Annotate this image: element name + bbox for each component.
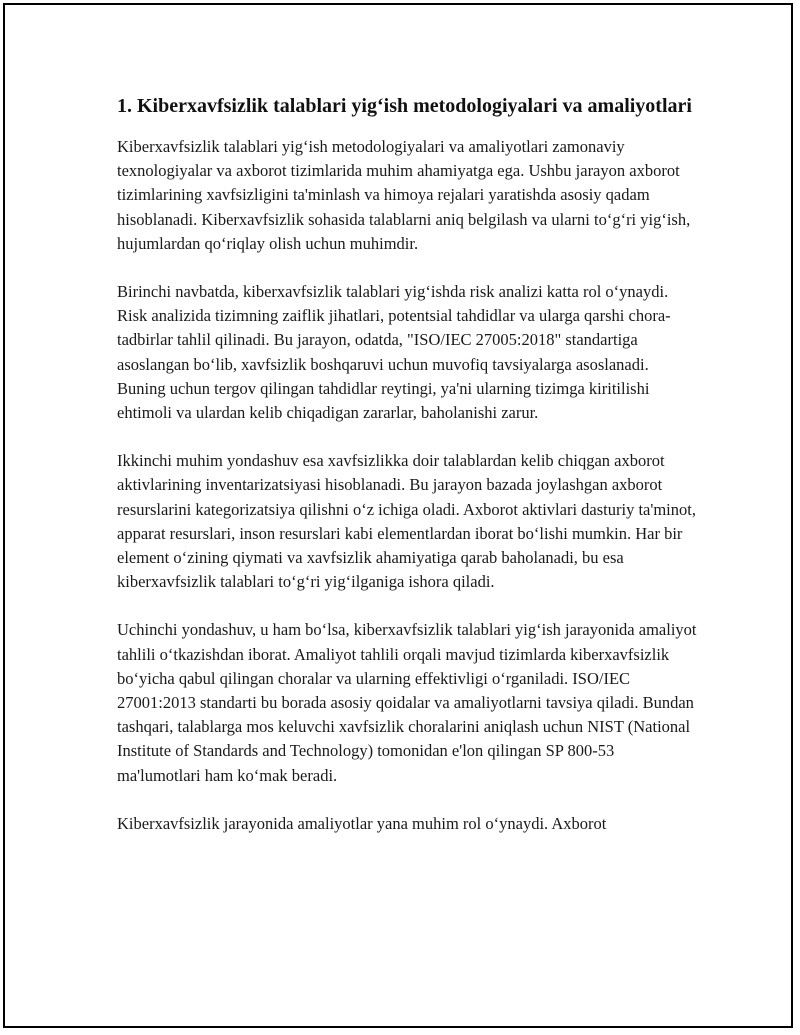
paragraph-2: Birinchi navbatda, kiberxavfsizlik talablari yig‘ishda risk analizi katta rol o‘ynaydi. Risk analizida tizimning zaiflik jihatlari, potentsial tahdidlar va ularga qarshi chora-tadbirlar tahlil qilinadi. Bu jarayon, odatda, "ISO/IEC 27005:2018" standartiga asoslangan bo‘lib, xavfsizlik boshqaruvi uchun muvofiq tavsiyalarga asoslanadi. Buning uchun tergov qilingan tahdidlar reytingi, ya'ni ularning tizimga kiritilishi ehtimoli va ulardan kelib chiqadigan zararlar, baholanishi zarur. [117,282,671,423]
document-body [117,92,697,860]
paragraph-3: Ikkinchi muhim yondashuv esa xavfsizlikka doir talablardan kelib chiqgan axborot aktivlarining inventarizatsiyasi hisoblanadi. Bu jarayon bazada joylashgan axborot resurslarini kategorizatsiya qilishni o‘z ichiga oladi. Axborot aktivlari dasturiy ta'minot, apparat resurslari, inson resurslari kabi elementlardan iborat bo‘lishi mumkin. Har bir element o‘zining qiymati va xavfsizlik ahamiyatiga qarab baholanadi, bu esa kiberxavfsizlik talablari to‘g‘ri yig‘ilganiga ishora qiladi. [117,451,696,592]
paragraph-1: Kiberxavfsizlik talablari yig‘ish metodologiyalari va amaliyotlari zamonaviy texnologiyalar va axborot tizimlarida muhim ahamiyatga ega. Ushbu jarayon axborot tizimlarining xavfsizligini ta'minlash va himoya rejalari yaratishda asosiy qadam hisoblanadi. Kiberxavfsizlik sohasida talablarni aniq belgilash va ularni to‘g‘ri yig‘ish, hujumlardan qo‘riqlay olish uchun muhimdir. [117,137,691,253]
section-heading: 1. Kiberxavfsizlik talablari yig‘ish metodologiyalari va amaliyotlari [117,95,692,117]
paragraph-5: Kiberxavfsizlik jarayonida amaliyotlar yana muhim rol o‘ynaydi. Axborot [117,813,607,833]
paragraph-4: Uchinchi yondashuv, u ham bo‘lsa, kiberxavfsizlik talablari yig‘ish jarayonida amaliyot tahlili o‘tkazishdan iborat. Amaliyot tahlili orqali mavjud tizimlarda kiberxavfsizlik bo‘yicha qabul qilingan choralar va ularning effektivligi o‘rganiladi. ISO/IEC 27001:2013 standarti bu borada asosiy qoidalar va amaliyotlarni tavsiya qiladi. Bundan tashqari, talablarga mos keluvchi xavfsizlik choralarini aniqlash uchun NIST (National Institute of Standards and Technology) tomonidan e'lon qilingan SP 800-53 ma'lumotlari ham ko‘mak beradi. [117,620,697,785]
